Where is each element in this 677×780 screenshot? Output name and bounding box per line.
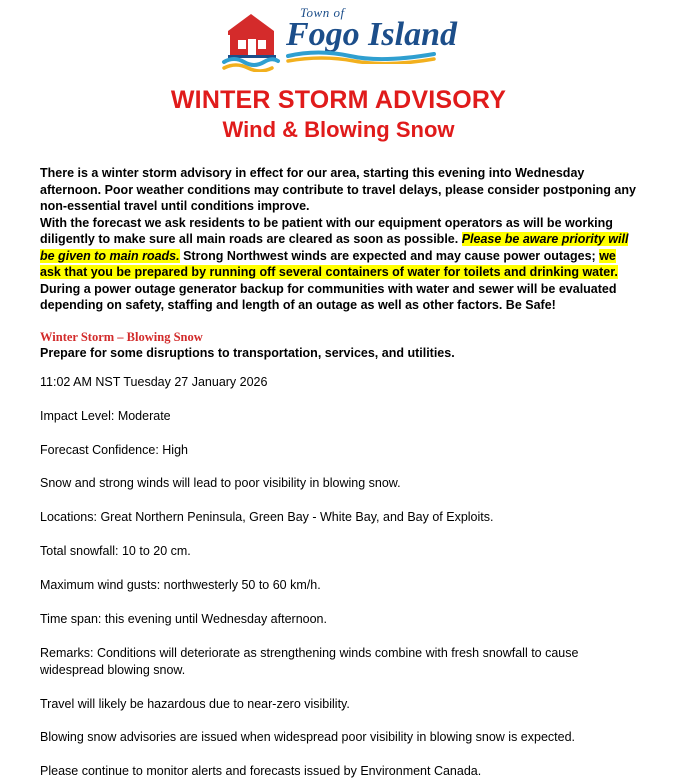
- advisory-text-a: With the forecast we ask residents to be patient with our equipment operators as will be working diligently to make sure all main roads are cleared as soon as possible.: [40, 215, 613, 247]
- advisory-text-b: Strong Northwest winds are expected and may cause power outages;: [179, 248, 600, 263]
- detail-line: Remarks: Conditions will deteriorate as strengthening winds combine with fresh snowfall to cause widespread blowing snow.: [40, 645, 579, 677]
- page-title: WINTER STORM ADVISORY: [170, 86, 507, 114]
- detail-line: Impact Level: Moderate: [40, 408, 171, 423]
- fogo-island-crest-icon: [220, 10, 282, 72]
- logo-wordmark: [286, 5, 457, 74]
- page-title-block: [40, 86, 637, 143]
- logo-town-word: Town of: [300, 5, 345, 20]
- detail-line: Snow and strong winds will lead to poor visibility in blowing snow.: [40, 476, 401, 491]
- advisory-paragraph-1: There is a winter storm advisory in effect for our area, starting this evening into Wednesday afternoon. Poor weather conditions may contribute to travel delays, please consider postponing any non-essential travel until conditions improve.: [40, 166, 636, 214]
- forecast-details: [40, 374, 637, 780]
- logo-header: [40, 0, 637, 80]
- detail-line: Time span: this evening until Wednesday afternoon.: [40, 611, 327, 626]
- detail-line: Blowing snow advisories are issued when widespread poor visibility in blowing snow is expected.: [40, 730, 575, 745]
- detail-line: 11:02 AM NST Tuesday 27 January 2026: [40, 374, 268, 389]
- page-subtitle: Wind & Blowing Snow: [222, 116, 455, 142]
- section-subheading: Prepare for some disruptions to transportation, services, and utilities.: [40, 345, 455, 360]
- advisory-highlight-water-prep: we ask that you be prepared by running off several containers of water for toilets and drinking water.: [40, 248, 618, 280]
- detail-line: Please continue to monitor alerts and forecasts issued by Environment Canada.: [40, 764, 482, 779]
- fogo-island-logo: [220, 5, 457, 74]
- detail-line: Locations: Great Northern Peninsula, Green Bay - White Bay, and Bay of Exploits.: [40, 510, 494, 525]
- detail-line: Forecast Confidence: High: [40, 442, 188, 457]
- detail-line: Maximum wind gusts: northwesterly 50 to 60 km/h.: [40, 578, 321, 592]
- advisory-text-c: During a power outage generator backup for communities with water and sewer will be evaluated depending on safety, staffing and length of an outage as well as other factors. Be Safe!: [40, 281, 617, 313]
- advisory-paragraph-2: [40, 215, 637, 314]
- advisory-highlight-priority-roads: Please be aware priority will be given to main roads.: [40, 232, 629, 263]
- detail-line: Total snowfall: 10 to 20 cm.: [40, 544, 191, 559]
- detail-line: Travel will likely be hazardous due to near-zero visibility.: [40, 696, 350, 711]
- logo-swoosh-icon: [286, 50, 436, 64]
- logo-name: Fogo Island: [286, 16, 457, 53]
- section-heading: Winter Storm – Blowing Snow: [40, 329, 203, 344]
- advisory-body: [40, 165, 637, 314]
